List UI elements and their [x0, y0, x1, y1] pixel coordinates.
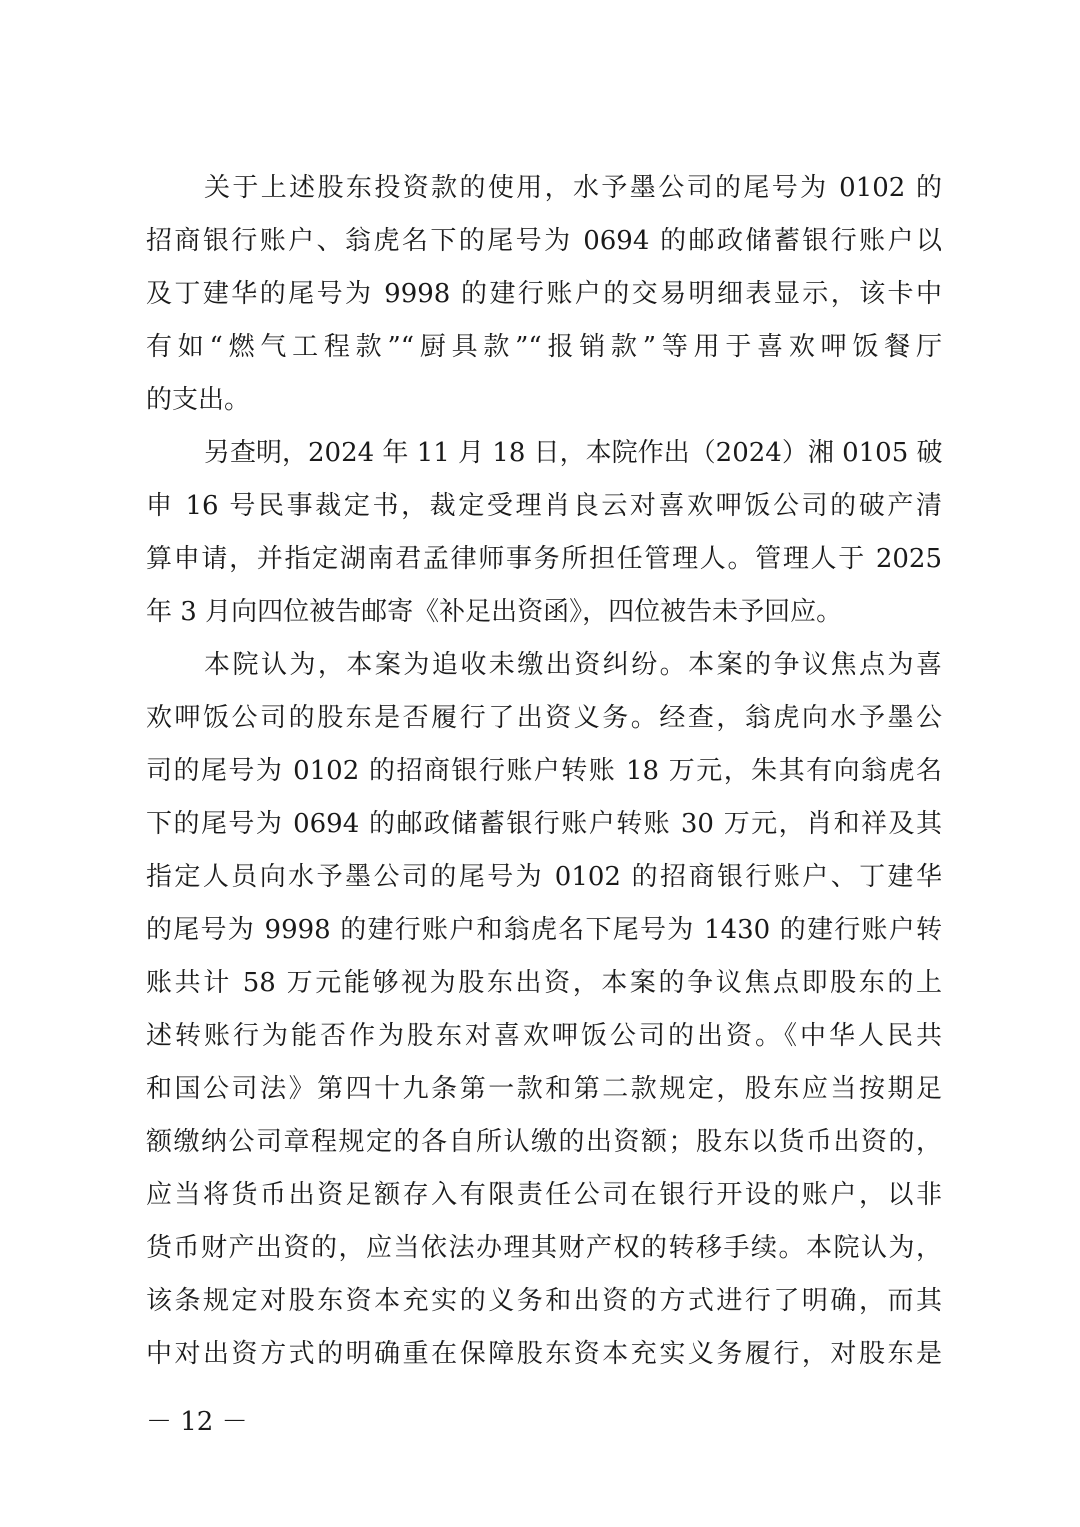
text-line: 述转账行为能否作为股东对喜欢呷饭公司的出资。《中华人民共	[146, 1021, 942, 1051]
text-line: 有如“燃气工程款”“厨具款”“报销款”等用于喜欢呷饭餐厅	[146, 332, 942, 362]
text-line: 额缴纳公司章程规定的各自所认缴的出资额；股东以货币出资的，	[146, 1127, 942, 1157]
text-line: 账共计 58 万元能够视为股东出资，本案的争议焦点即股东的上	[146, 968, 942, 998]
text-line: 招商银行账户、翁虎名下的尾号为 0694 的邮政储蓄银行账户以	[146, 226, 942, 256]
text-line: 及丁建华的尾号为 9998 的建行账户的交易明细表显示，该卡中	[146, 279, 942, 309]
text-line: 本院认为，本案为追收未缴出资纠纷。本案的争议焦点为喜	[204, 650, 942, 680]
text-line: 年 3 月向四位被告邮寄《补足出资函》，四位被告未予回应。	[146, 597, 843, 627]
text-line: 下的尾号为 0694 的邮政储蓄银行账户转账 30 万元，肖和祥及其	[146, 809, 942, 839]
text-line: 货币财产出资的，应当依法办理其财产权的转移手续。本院认为，	[146, 1233, 942, 1263]
text-line: 和国公司法》第四十九条第一款和第二款规定，股东应当按期足	[146, 1074, 942, 1104]
text-line: 中对出资方式的明确重在保障股东资本充实义务履行，对股东是	[146, 1339, 942, 1369]
text-line: 应当将货币出资足额存入有限责任公司在银行开设的账户，以非	[146, 1180, 942, 1210]
text-line: 申 16 号民事裁定书，裁定受理肖良云对喜欢呷饭公司的破产清	[146, 491, 942, 521]
text-line: 司的尾号为 0102 的招商银行账户转账 18 万元，朱其有向翁虎名	[146, 756, 942, 786]
page-number: － 12 －	[146, 1407, 248, 1437]
text-line: 该条规定对股东资本充实的义务和出资的方式进行了明确，而其	[146, 1286, 942, 1316]
text-line: 关于上述股东投资款的使用，水予墨公司的尾号为 0102 的	[204, 173, 942, 203]
text-line: 欢呷饭公司的股东是否履行了出资义务。经查，翁虎向水予墨公	[146, 703, 942, 733]
text-line: 指定人员向水予墨公司的尾号为 0102 的招商银行账户、丁建华	[146, 862, 942, 892]
text-line: 的支出。	[146, 385, 251, 415]
text-line: 算申请，并指定湖南君孟律师事务所担任管理人。管理人于 2025	[146, 544, 942, 574]
text-line: 的尾号为 9998 的建行账户和翁虎名下尾号为 1430 的建行账户转	[146, 915, 942, 945]
text-line: 另查明，2024 年 11 月 18 日，本院作出（2024）湘 0105 破	[204, 438, 943, 468]
